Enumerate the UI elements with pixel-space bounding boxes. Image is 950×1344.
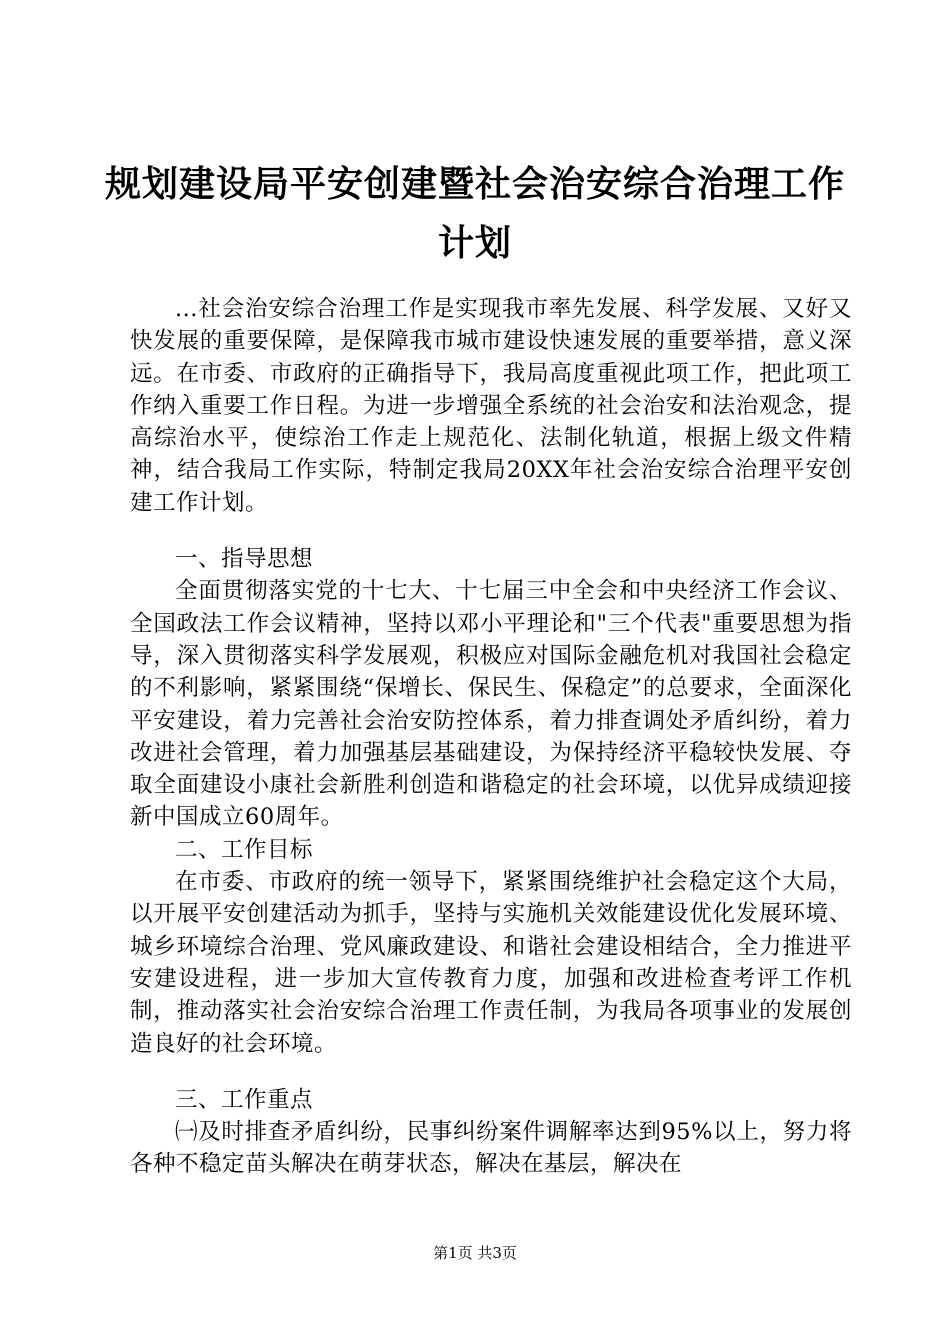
document-body xyxy=(130,293,852,1181)
section-heading-work-goals: 二、工作目标 xyxy=(175,836,314,863)
section-paragraph-work-goals: 在市委、市政府的统一领导下，紧紧围绕维护社会稳定这个大局，以开展平安创建活动为抓手，坚持与实施机关效能建设优化发展环境、城乡环境综合治理、党风廉政建设、和谐社会建设相结合，全力推进平安建设进程，进一步加大宣传教育力度，加强和改进检查考评工作机制，推动落实社会治安综合治理工作责任制，为我局各项事业的发展创造良好的社会环境。 xyxy=(130,869,852,1057)
section-paragraph-guiding-ideology: 全面贯彻落实党的十七大、十七届三中全会和中央经济工作会议、全国政法工作会议精神，坚持以邓小平理论和"三个代表"重要思想为指导，深入贯彻落实科学发展观，积极应对国际金融危机对我国社会稳定的不利影响，紧紧围绕“保增长、保民生、保稳定”的总要求，全面深化平安建设，着力完善社会治安防控体系，着力排查调处矛盾纠纷，着力改进社会管理，着力加强基层基础建设，为保持经济平稳较快发展、夺取全面建设小康社会新胜利创造和谐稳定的社会环境，以优异成绩迎接新中国成立60周年。 xyxy=(130,578,852,831)
document-title-line-1: 规划建设局平安创建暨社会治安综合治理工作 xyxy=(104,163,845,205)
section-heading-work-focus: 三、工作重点 xyxy=(175,1086,314,1113)
paragraph-gap xyxy=(130,519,852,543)
document-title-line-2: 计划 xyxy=(437,222,512,264)
section-paragraph-work-focus: ㈠及时排查矛盾纠纷，民事纠纷案件调解率达到95%以上，努力将各种不稳定苗头解决在萌芽状态，解决在基层，解决在 xyxy=(130,1119,852,1178)
paragraph-gap xyxy=(130,1060,852,1084)
section-heading-guiding-ideology: 一、指导思想 xyxy=(175,546,314,573)
intro-paragraph: ...社会治安综合治理工作是实现我市率先发展、科学发展、又好又快发展的重要保障，是保障我市城市建设快速发展的重要举措，意义深远。在市委、市政府的正确指导下，我局高度重视此项工作，把此项工作纳入重要工作日程。为进一步增强全系统的社会治安和法治观念，提高综治水平，使综治工作走上规范化、法制化轨道，根据上级文件精神，结合我局工作实际，特制定我局20XX年社会治安综合治理平安创建工作计划。 xyxy=(130,296,852,516)
page-footer: 第1页 共3页 xyxy=(433,1244,517,1262)
